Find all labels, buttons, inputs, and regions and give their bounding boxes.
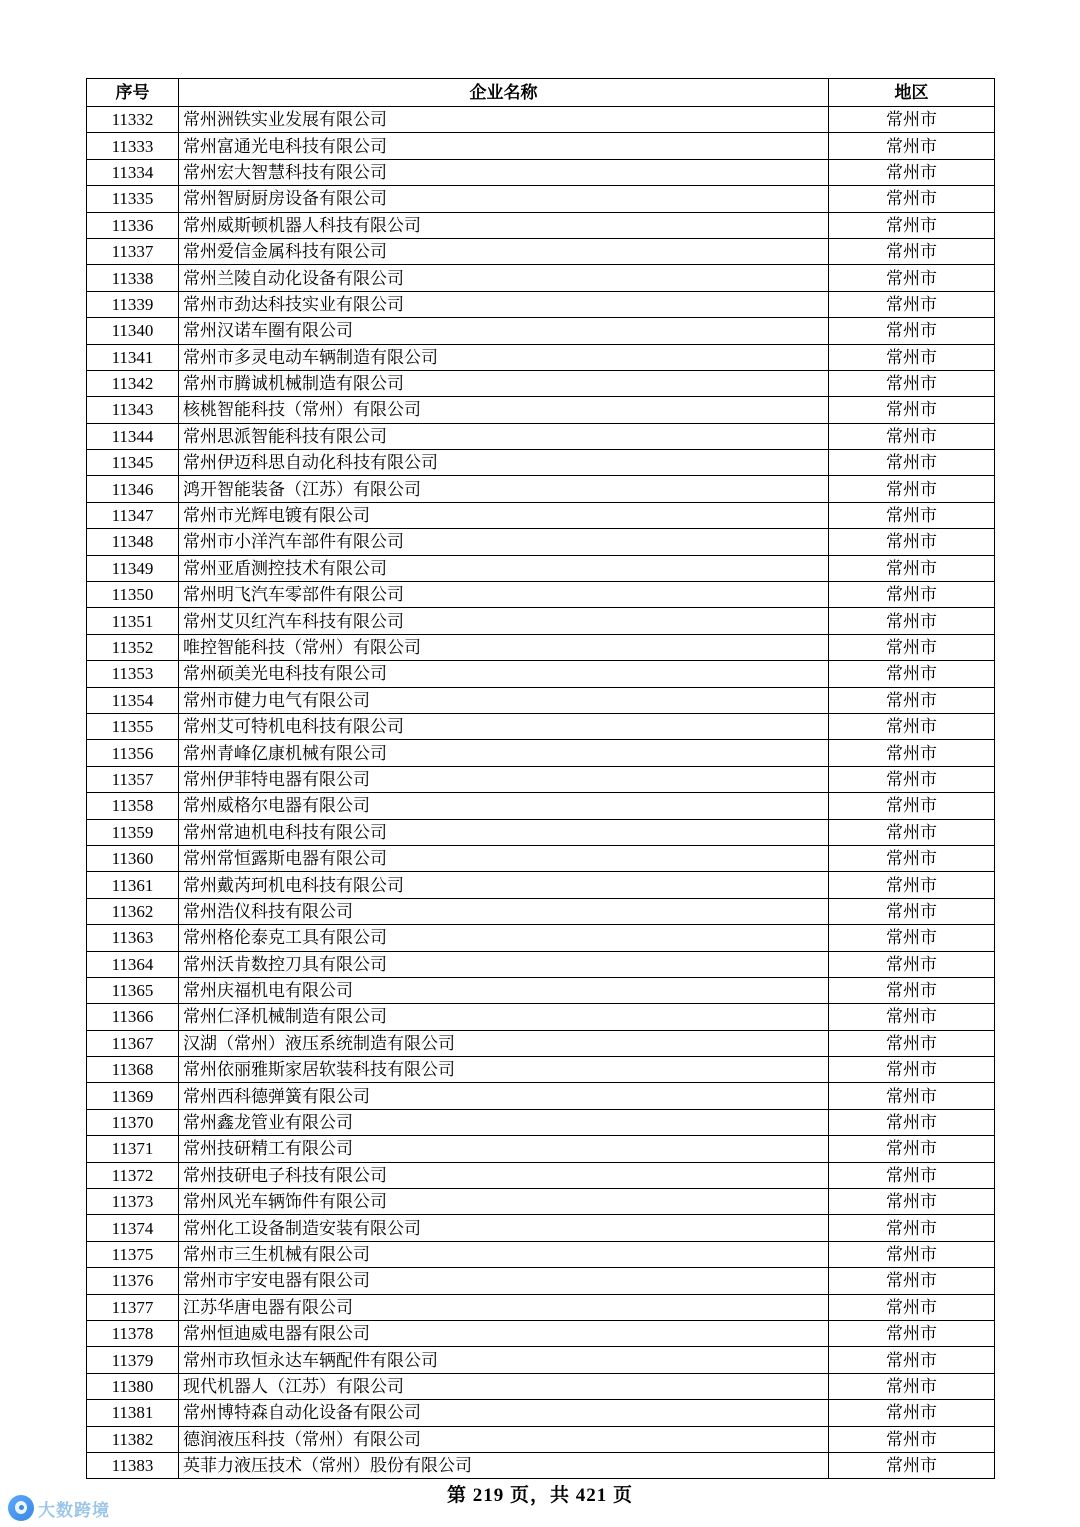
cell-enterprise-name: 常州威格尔电器有限公司 <box>179 793 829 819</box>
table-row <box>87 793 995 819</box>
cell-index: 11339 <box>87 291 179 317</box>
watermark-label: 大数跨境 <box>38 1500 110 1520</box>
watermark <box>8 1495 110 1521</box>
table-row <box>87 291 995 317</box>
cell-region: 常州市 <box>829 845 995 871</box>
cell-index: 11376 <box>87 1268 179 1294</box>
cell-region: 常州市 <box>829 1241 995 1267</box>
table-header-row <box>87 79 995 107</box>
table-row <box>87 634 995 660</box>
cell-region: 常州市 <box>829 766 995 792</box>
table-row <box>87 1004 995 1030</box>
cell-enterprise-name: 常州市光辉电镀有限公司 <box>179 502 829 528</box>
cell-region: 常州市 <box>829 159 995 185</box>
cell-index: 11346 <box>87 476 179 502</box>
cell-enterprise-name: 常州亚盾测控技术有限公司 <box>179 555 829 581</box>
cell-region: 常州市 <box>829 1452 995 1478</box>
table-row <box>87 133 995 159</box>
table-row <box>87 397 995 423</box>
cell-index: 11351 <box>87 608 179 634</box>
cell-index: 11364 <box>87 951 179 977</box>
cell-region: 常州市 <box>829 819 995 845</box>
table-row <box>87 1294 995 1320</box>
enterprise-table <box>86 78 995 1479</box>
table-row <box>87 1136 995 1162</box>
cell-index: 11349 <box>87 555 179 581</box>
cell-index: 11369 <box>87 1083 179 1109</box>
cell-index: 11377 <box>87 1294 179 1320</box>
cell-enterprise-name: 常州常迪机电科技有限公司 <box>179 819 829 845</box>
cell-region: 常州市 <box>829 872 995 898</box>
table-row <box>87 159 995 185</box>
cell-index: 11363 <box>87 925 179 951</box>
cell-enterprise-name: 常州风光车辆饰件有限公司 <box>179 1189 829 1215</box>
cell-index: 11381 <box>87 1400 179 1426</box>
table-row <box>87 476 995 502</box>
cell-enterprise-name: 常州化工设备制造安装有限公司 <box>179 1215 829 1241</box>
cell-index: 11372 <box>87 1162 179 1188</box>
table-row <box>87 925 995 951</box>
cell-region: 常州市 <box>829 212 995 238</box>
cell-index: 11362 <box>87 898 179 924</box>
cell-region: 常州市 <box>829 318 995 344</box>
cell-region: 常州市 <box>829 476 995 502</box>
cell-region: 常州市 <box>829 133 995 159</box>
cell-region: 常州市 <box>829 661 995 687</box>
cell-enterprise-name: 核桃智能科技（常州）有限公司 <box>179 397 829 423</box>
table-row <box>87 370 995 396</box>
cell-enterprise-name: 常州市健力电气有限公司 <box>179 687 829 713</box>
cell-enterprise-name: 常州汉诺车圈有限公司 <box>179 318 829 344</box>
cell-region: 常州市 <box>829 344 995 370</box>
cell-enterprise-name: 英菲力液压技术（常州）股份有限公司 <box>179 1452 829 1478</box>
cell-enterprise-name: 常州伊菲特电器有限公司 <box>179 766 829 792</box>
cell-index: 11355 <box>87 713 179 739</box>
cell-enterprise-name: 常州博特森自动化设备有限公司 <box>179 1400 829 1426</box>
table-row <box>87 977 995 1003</box>
cell-enterprise-name: 常州市三生机械有限公司 <box>179 1241 829 1267</box>
cell-index: 11341 <box>87 344 179 370</box>
page-footer: 第 219 页，共 421 页 <box>446 1485 633 1506</box>
table-row <box>87 608 995 634</box>
cell-region: 常州市 <box>829 265 995 291</box>
cell-index: 11350 <box>87 582 179 608</box>
cell-enterprise-name: 常州市玖恒永达车辆配件有限公司 <box>179 1347 829 1373</box>
cell-region: 常州市 <box>829 740 995 766</box>
cell-index: 11359 <box>87 819 179 845</box>
cell-index: 11338 <box>87 265 179 291</box>
cell-enterprise-name: 常州常恒露斯电器有限公司 <box>179 845 829 871</box>
cell-enterprise-name: 常州仁泽机械制造有限公司 <box>179 1004 829 1030</box>
column-header-enterprise-name: 企业名称 <box>179 79 829 107</box>
cell-enterprise-name: 常州洲铁实业发展有限公司 <box>179 107 829 133</box>
table-row <box>87 872 995 898</box>
cell-index: 11342 <box>87 370 179 396</box>
cell-enterprise-name: 常州技研电子科技有限公司 <box>179 1162 829 1188</box>
cell-enterprise-name: 常州市腾诚机械制造有限公司 <box>179 370 829 396</box>
table-row <box>87 344 995 370</box>
cell-enterprise-name: 常州思派智能科技有限公司 <box>179 423 829 449</box>
cell-enterprise-name: 常州浩仪科技有限公司 <box>179 898 829 924</box>
table-row <box>87 845 995 871</box>
cell-region: 常州市 <box>829 450 995 476</box>
cell-region: 常州市 <box>829 1189 995 1215</box>
cell-region: 常州市 <box>829 1083 995 1109</box>
cell-region: 常州市 <box>829 793 995 819</box>
table-row <box>87 1162 995 1188</box>
cell-enterprise-name: 常州市宇安电器有限公司 <box>179 1268 829 1294</box>
cell-enterprise-name: 常州硕美光电科技有限公司 <box>179 661 829 687</box>
cell-region: 常州市 <box>829 713 995 739</box>
table-row <box>87 582 995 608</box>
cell-region: 常州市 <box>829 1162 995 1188</box>
table-row <box>87 555 995 581</box>
cell-enterprise-name: 常州威斯顿机器人科技有限公司 <box>179 212 829 238</box>
cell-enterprise-name: 常州依丽雅斯家居软装科技有限公司 <box>179 1057 829 1083</box>
table-row <box>87 212 995 238</box>
table-row <box>87 713 995 739</box>
cell-index: 11345 <box>87 450 179 476</box>
cell-index: 11358 <box>87 793 179 819</box>
cell-index: 11370 <box>87 1109 179 1135</box>
cell-index: 11383 <box>87 1452 179 1478</box>
cell-index: 11371 <box>87 1136 179 1162</box>
cell-region: 常州市 <box>829 1030 995 1056</box>
table-row <box>87 318 995 344</box>
cell-region: 常州市 <box>829 370 995 396</box>
cell-index: 11337 <box>87 238 179 264</box>
cell-region: 常州市 <box>829 925 995 951</box>
table-row <box>87 819 995 845</box>
cell-region: 常州市 <box>829 582 995 608</box>
table-row <box>87 1400 995 1426</box>
cell-index: 11333 <box>87 133 179 159</box>
table-row <box>87 1268 995 1294</box>
cell-region: 常州市 <box>829 1057 995 1083</box>
cell-index: 11347 <box>87 502 179 528</box>
cell-index: 11334 <box>87 159 179 185</box>
table-row <box>87 766 995 792</box>
cell-region: 常州市 <box>829 1373 995 1399</box>
cell-index: 11379 <box>87 1347 179 1373</box>
cell-region: 常州市 <box>829 1268 995 1294</box>
cell-enterprise-name: 常州鑫龙管业有限公司 <box>179 1109 829 1135</box>
cell-enterprise-name: 常州宏大智慧科技有限公司 <box>179 159 829 185</box>
table-row <box>87 502 995 528</box>
cell-region: 常州市 <box>829 238 995 264</box>
table-row <box>87 1347 995 1373</box>
table-row <box>87 1241 995 1267</box>
cell-region: 常州市 <box>829 608 995 634</box>
watermark-logo-icon <box>8 1495 34 1521</box>
cell-index: 11382 <box>87 1426 179 1452</box>
cell-enterprise-name: 常州爱信金属科技有限公司 <box>179 238 829 264</box>
table-row <box>87 186 995 212</box>
cell-region: 常州市 <box>829 1400 995 1426</box>
cell-region: 常州市 <box>829 1347 995 1373</box>
cell-enterprise-name: 常州兰陵自动化设备有限公司 <box>179 265 829 291</box>
table-header <box>87 79 995 107</box>
table-row <box>87 1030 995 1056</box>
cell-index: 11368 <box>87 1057 179 1083</box>
cell-region: 常州市 <box>829 687 995 713</box>
cell-region: 常州市 <box>829 397 995 423</box>
cell-region: 常州市 <box>829 291 995 317</box>
table-row <box>87 1426 995 1452</box>
cell-enterprise-name: 常州市劲达科技实业有限公司 <box>179 291 829 317</box>
table-row <box>87 1109 995 1135</box>
cell-index: 11332 <box>87 107 179 133</box>
cell-region: 常州市 <box>829 1426 995 1452</box>
cell-enterprise-name: 常州沃肯数控刀具有限公司 <box>179 951 829 977</box>
cell-enterprise-name: 德润液压科技（常州）有限公司 <box>179 1426 829 1452</box>
cell-enterprise-name: 常州恒迪威电器有限公司 <box>179 1320 829 1346</box>
cell-index: 11361 <box>87 872 179 898</box>
cell-enterprise-name: 常州艾贝红汽车科技有限公司 <box>179 608 829 634</box>
table-row <box>87 529 995 555</box>
table-row <box>87 265 995 291</box>
cell-enterprise-name: 常州伊迈科思自动化科技有限公司 <box>179 450 829 476</box>
cell-region: 常州市 <box>829 634 995 660</box>
cell-enterprise-name: 常州市多灵电动车辆制造有限公司 <box>179 344 829 370</box>
cell-index: 11357 <box>87 766 179 792</box>
cell-region: 常州市 <box>829 951 995 977</box>
cell-enterprise-name: 常州富通光电科技有限公司 <box>179 133 829 159</box>
cell-region: 常州市 <box>829 1320 995 1346</box>
table-row <box>87 423 995 449</box>
cell-index: 11380 <box>87 1373 179 1399</box>
table-row <box>87 1189 995 1215</box>
cell-region: 常州市 <box>829 898 995 924</box>
cell-enterprise-name: 现代机器人（江苏）有限公司 <box>179 1373 829 1399</box>
cell-region: 常州市 <box>829 423 995 449</box>
cell-enterprise-name: 鸿开智能装备（江苏）有限公司 <box>179 476 829 502</box>
cell-index: 11340 <box>87 318 179 344</box>
table-row <box>87 951 995 977</box>
cell-region: 常州市 <box>829 1294 995 1320</box>
cell-enterprise-name: 唯控智能科技（常州）有限公司 <box>179 634 829 660</box>
cell-index: 11367 <box>87 1030 179 1056</box>
table-row <box>87 687 995 713</box>
enterprise-table-container <box>86 78 994 1479</box>
cell-index: 11353 <box>87 661 179 687</box>
cell-index: 11335 <box>87 186 179 212</box>
cell-index: 11343 <box>87 397 179 423</box>
cell-index: 11348 <box>87 529 179 555</box>
cell-enterprise-name: 常州庆福机电有限公司 <box>179 977 829 1003</box>
table-row <box>87 1373 995 1399</box>
cell-index: 11365 <box>87 977 179 1003</box>
cell-region: 常州市 <box>829 529 995 555</box>
cell-region: 常州市 <box>829 107 995 133</box>
cell-index: 11378 <box>87 1320 179 1346</box>
cell-index: 11375 <box>87 1241 179 1267</box>
cell-region: 常州市 <box>829 502 995 528</box>
table-row <box>87 898 995 924</box>
cell-index: 11352 <box>87 634 179 660</box>
table-row <box>87 661 995 687</box>
cell-enterprise-name: 常州青峰亿康机械有限公司 <box>179 740 829 766</box>
cell-region: 常州市 <box>829 555 995 581</box>
cell-enterprise-name: 汉湖（常州）液压系统制造有限公司 <box>179 1030 829 1056</box>
cell-region: 常州市 <box>829 1004 995 1030</box>
column-header-index: 序号 <box>87 79 179 107</box>
column-header-region: 地区 <box>829 79 995 107</box>
cell-index: 11344 <box>87 423 179 449</box>
cell-enterprise-name: 常州技研精工有限公司 <box>179 1136 829 1162</box>
cell-enterprise-name: 常州格伦泰克工具有限公司 <box>179 925 829 951</box>
table-row <box>87 1083 995 1109</box>
cell-index: 11366 <box>87 1004 179 1030</box>
cell-region: 常州市 <box>829 186 995 212</box>
cell-enterprise-name: 常州西科德弹簧有限公司 <box>179 1083 829 1109</box>
cell-region: 常州市 <box>829 977 995 1003</box>
cell-index: 11356 <box>87 740 179 766</box>
table-row <box>87 238 995 264</box>
table-row <box>87 450 995 476</box>
table-row <box>87 1057 995 1083</box>
cell-region: 常州市 <box>829 1136 995 1162</box>
cell-enterprise-name: 常州戴芮珂机电科技有限公司 <box>179 872 829 898</box>
cell-enterprise-name: 常州市小洋汽车部件有限公司 <box>179 529 829 555</box>
table-row <box>87 107 995 133</box>
cell-index: 11373 <box>87 1189 179 1215</box>
cell-enterprise-name: 常州明飞汽车零部件有限公司 <box>179 582 829 608</box>
cell-region: 常州市 <box>829 1215 995 1241</box>
cell-enterprise-name: 江苏华唐电器有限公司 <box>179 1294 829 1320</box>
table-row <box>87 740 995 766</box>
cell-region: 常州市 <box>829 1109 995 1135</box>
cell-enterprise-name: 常州智厨厨房设备有限公司 <box>179 186 829 212</box>
table-row <box>87 1215 995 1241</box>
table-row <box>87 1452 995 1478</box>
cell-index: 11374 <box>87 1215 179 1241</box>
cell-enterprise-name: 常州艾可特机电科技有限公司 <box>179 713 829 739</box>
cell-index: 11360 <box>87 845 179 871</box>
table-body <box>87 107 995 1479</box>
cell-index: 11336 <box>87 212 179 238</box>
table-row <box>87 1320 995 1346</box>
cell-index: 11354 <box>87 687 179 713</box>
